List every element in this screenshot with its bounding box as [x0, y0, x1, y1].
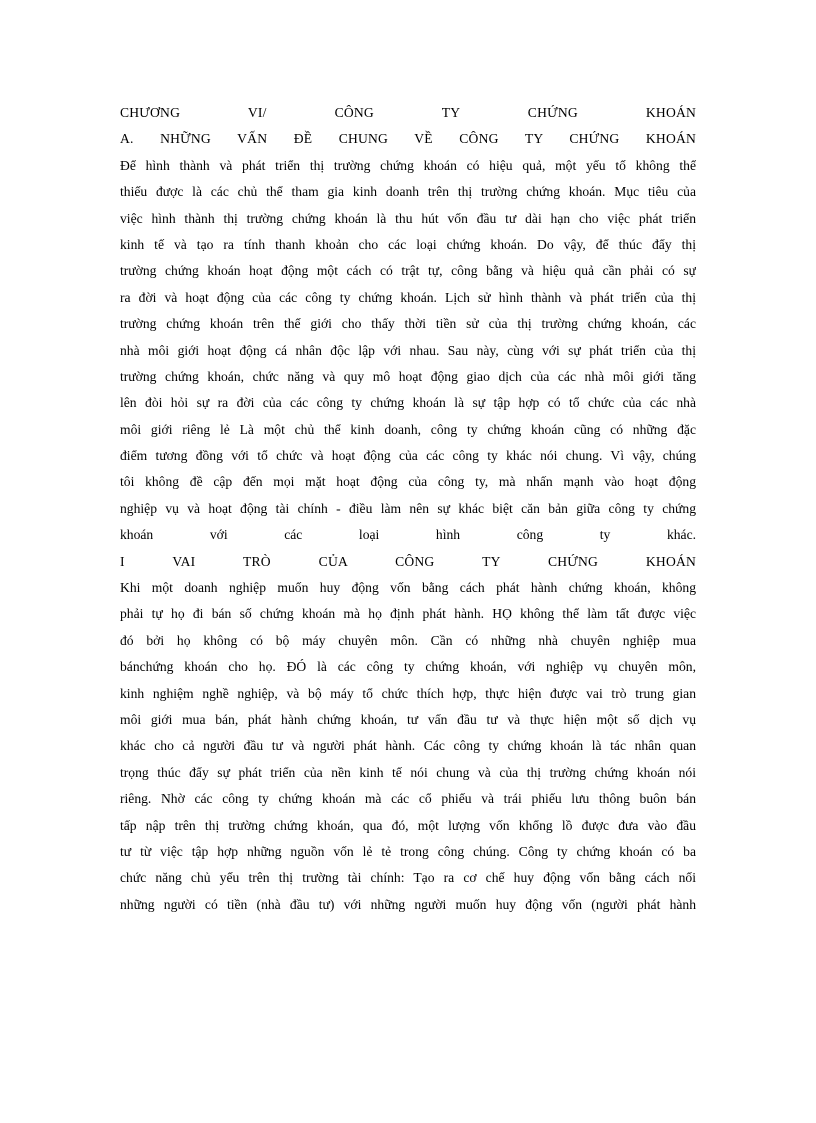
section-a-heading: A. NHỮNG VẤN ĐỀ CHUNG VỀ CÔNG TY CHỨNG KHOÁN — [120, 131, 696, 147]
paragraph-line: tư từ việc tập hợp những nguồn vốn lẻ tẻ trong công chúng. Công ty chứng khoán có ba — [120, 843, 696, 859]
chapter-heading: CHƯƠNG VI/ CÔNG TY CHỨNG KHOÁN — [120, 105, 696, 120]
paragraph-line: điểm tương đồng với tổ chức và hoạt động của các công ty khác nói chung. Vì vậy, chúng — [120, 448, 696, 464]
paragraph-line: tôi không đề cập đến mọi mặt hoạt động của công ty, mà nhấn mạnh vào hoạt động — [120, 474, 696, 490]
paragraph-line: bánchứng khoán cho họ. ĐÓ là các công ty chứng khoán, với nghiệp vụ chuyên môn, — [120, 659, 696, 675]
paragraph-line: chức năng chủ yếu trên thị trường tài chính: Tạo ra cơ chế huy động vốn bằng cách nối — [120, 870, 696, 886]
paragraph-line: phải tự họ đi bán số chứng khoán mà họ định phát hành. HỌ không thể làm tất được việc — [120, 606, 696, 622]
paragraph-line: kinh nghiệm nghề nghiệp, và bộ máy tổ chức thích hợp, thực hiện được vai trò trung gian — [120, 685, 696, 701]
paragraph-line: môi giới mua bán, phát hành chứng khoán, tư vấn đầu tư và thực hiện một số dịch vụ — [120, 711, 696, 727]
paragraph-line: khác cho cả người đầu tư và người phát hành. Các công ty chứng khoán là tác nhân quan — [120, 738, 696, 754]
document-page — [120, 100, 696, 918]
paragraph-line: những người có tiền (nhà đầu tư) với những người muốn huy động vốn (người phát hành — [120, 896, 696, 912]
paragraph-line: nhà môi giới hoạt động cá nhân độc lập với nhau. Sau này, cùng với sự phát triển của thị — [120, 342, 696, 358]
paragraph-line: môi giới riêng lẻ Là một chủ thể kinh doanh, công ty chứng khoán cũng có những đặc — [120, 421, 696, 437]
paragraph-line: nghiệp vụ và hoạt động tài chính - điều làm nên sự khác biệt căn bản giữa công ty chứng — [120, 500, 696, 516]
paragraph-line: trọng thúc đẩy sự phát triển của nền kinh tế nói chung và của thị trường chứng khoán nói — [120, 764, 696, 780]
paragraph-line: lên đòi hỏi sự ra đời của các công ty chứng khoán là sự tập hợp có tổ chức của các nhà — [120, 395, 696, 411]
section-i-heading: I VAI TRÒ CỦA CÔNG TY CHỨNG KHOÁN — [120, 553, 696, 569]
paragraph-line: Khi một doanh nghiệp muốn huy động vốn bằng cách phát hành chứng khoán, không — [120, 580, 696, 596]
paragraph-line: riêng. Nhờ các công ty chứng khoán mà các cổ phiếu và trái phiếu lưu thông buôn bán — [120, 791, 696, 807]
paragraph-line: trường chứng khoán, chức năng và quy mô hoạt động giao dịch của các nhà môi giới tăng — [120, 368, 696, 384]
paragraph-line: Để hình thành và phát triển thị trường chứng khoán có hiệu quả, một yếu tố không thể — [120, 157, 696, 173]
paragraph-line: thiếu được là các chủ thể tham gia kinh doanh trên thị trường chứng khoán. Mục tiêu của — [120, 184, 696, 200]
paragraph-line: trường chứng khoán trên thế giới cho thấy thời tiền sử của thị trường chứng khoán, các — [120, 316, 696, 332]
paragraph-line: trường chứng khoán hoạt động một cách có trật tự, công bằng và hiệu quả cần phải có sự — [120, 263, 696, 279]
paragraph-line: ra đời và hoạt động của các công ty chứng khoán. Lịch sử hình thành và phát triển của thị — [120, 289, 696, 305]
paragraph-line: đó bởi họ không có bộ máy chuyên môn. Cần có những nhà chuyên nghiệp mua — [120, 632, 696, 648]
paragraph-line: tấp nập trên thị trường chứng khoán, qua đó, một lượng vốn khổng lồ được đưa vào đầu — [120, 817, 696, 833]
paragraph-line: kinh tế và tạo ra tính thanh khoản cho các loại chứng khoán. Do vậy, để thúc đẩy thị — [120, 236, 696, 252]
paragraph-line: khoán với các loại hình công ty khác. — [120, 527, 696, 543]
paragraph-line: việc hình thành thị trường chứng khoán là thu hút vốn đầu tư dài hạn cho việc phát triển — [120, 210, 696, 226]
